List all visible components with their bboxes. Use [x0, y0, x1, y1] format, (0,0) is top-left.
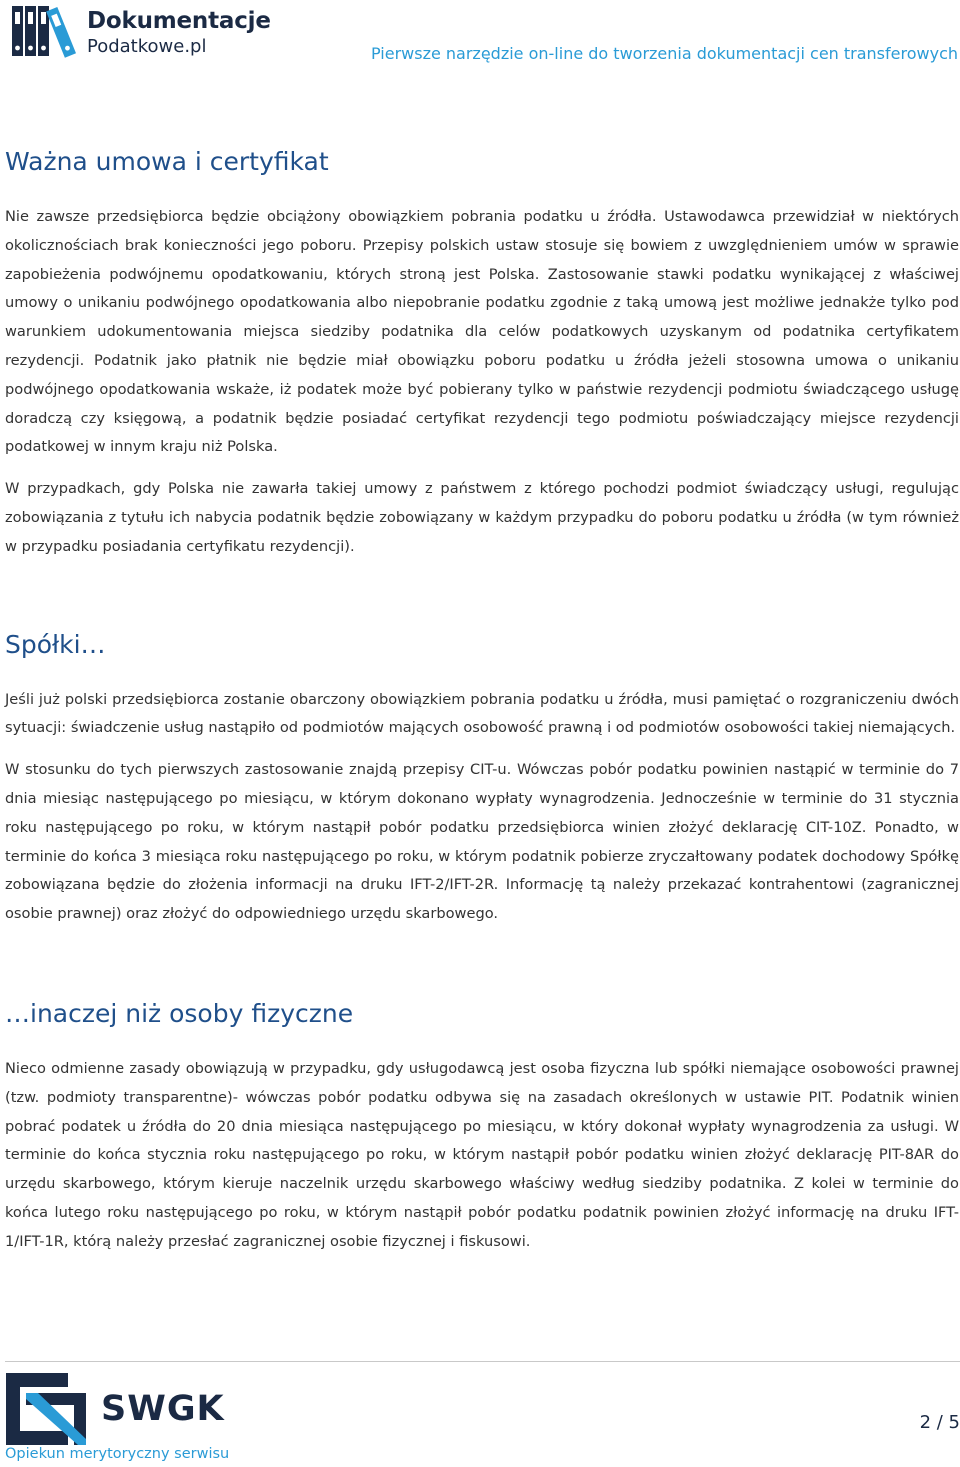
page-header [0, 0, 960, 70]
footer-brand: SWGK [101, 1389, 225, 1429]
binders-logo-icon [10, 4, 76, 60]
paragraph: Jeśli już polski przedsiębiorca zostanie obarczony obowiązkiem pobrania podatku u źródła, musi pamiętać o rozgraniczeniu dwóch sytuacji: świadczenie usług nastąpiło od podmiotów mających osobowość prawną i od podmiotów osobowości takiej niemających. [5, 690, 959, 737]
section-heading-agreement: Ważna umowa i certyfikat [5, 147, 329, 176]
brand-title: Dokumentacje [87, 8, 271, 34]
footer-caption: Opiekun merytoryczny serwisu [5, 1446, 230, 1462]
page-number: 2 / 5 [919, 1412, 960, 1433]
paragraph: W przypadkach, gdy Polska nie zawarła takiej umowy z państwem z którego pochodzi podmiot świadczący usługi, regulując zobowiązania z tytułu ich nabycia podatnik będzie zobowiązany w każdym przypadku do poboru podatku u źródła (w tym również w przypadku posiadania certyfikatu rezydencji). [5, 480, 959, 555]
swgk-logo-icon [6, 1373, 86, 1445]
paragraph: Nieco odmienne zasady obowiązują w przypadku, gdy usługodawcą jest osoba fizyczna lub spółki niemające osobowości prawnej (tzw. podmioty transparentne)- wówczas pobór podatku odbywa się na zasadach określonych w ustawie PIT. Podatnik winien pobrać podatek u źródła do 20 dnia miesiąca następującego po miesiącu, w który dokonał wypłaty wynagrodzenia za usługi. W terminie do końca stycznia roku następującego po roku, w którym nastąpił pobór podatku winien złożyć deklarację PIT-8AR do urzędu skarbowego, którym kieruje naczelnik urzędu skarbowego właściwy według siedziby podatnika. Z kolei w terminie do końca lutego roku następującego po roku, w którym nastąpił pobór podatku podatnik powinien złożyć informację na druku IFT-1/IFT-1R, którą należy przesłać zagranicznej osobie fizycznej i fiskusowi. [5, 1059, 959, 1250]
section-heading-companies: Spółki… [5, 629, 106, 659]
article-content [5, 145, 959, 1257]
header-tagline: Pierwsze narzędzie on-line do tworzenia dokumentacji cen transferowych [370, 44, 958, 63]
brand-subtitle: Podatkowe.pl [87, 36, 207, 57]
paragraph: W stosunku do tych pierwszych zastosowanie znajdą przepisy CIT-u. Wówczas pobór podatku powinien nastąpić w terminie do 7 dnia miesiąc następującego po miesiącu, w którym dokonano wypłaty wynagrodzenia. Jednocześnie w terminie do 31 stycznia roku następującego po roku, w którym nastąpił pobór podatku przedsiębiorca winien złożyć deklarację CIT-10Z. Ponadto, w terminie do końca 3 miesiąca roku następującego po roku, w którym podatnik pobierze zryczałtowany podatek dochodowy Spółkę zobowiązana będzie do złożenia informacji na druku IFT-2/IFT-2R. Informację tą należy przekazać kontrahentowi (zagranicznej osobie prawnej) oraz złożyć do odpowiedniego urzędu skarbowego. [5, 761, 959, 923]
paragraph: Nie zawsze przedsiębiorca będzie obciążony obowiązkiem pobrania podatku u źródła. Ustawodawca przewidział w niektórych okolicznościach brak konieczności jego poboru. Przepisy polskich ustaw stosuje się bowiem z uwzględnieniem umów w sprawie zapobieżenia podwójnemu opodatkowaniu, których stroną jest Polska. Zastosowanie stawki podatku wynikającej z właściwej umowy o unikaniu podwójnego opodatkowania albo niepobranie podatku zgodnie z taką umową jest możliwe jednakże tylko pod warunkiem udokumentowania miejsca siedziby podatnika dla celów podatkowych uzyskanym od podatnika certyfikatem rezydencji. Podatnik jako płatnik nie będzie miał obowiązku poboru podatku u źródła jeżeli stosowna umowa o unikaniu podwójnego opodatkowania wskaże, iż podatek może być pobierany tylko w państwie rezydencji podmiotu świadczącego usługę doradczą czy księgową, a podatnik będzie posiadać certyfikat rezydencji tego podmiotu poświadczający miejsce rezydencji podatkowej w innym kraju niż Polska. [5, 208, 959, 456]
footer-divider [5, 1361, 960, 1362]
section-heading-individuals: …inaczej niż osoby fizyczne [5, 998, 354, 1028]
